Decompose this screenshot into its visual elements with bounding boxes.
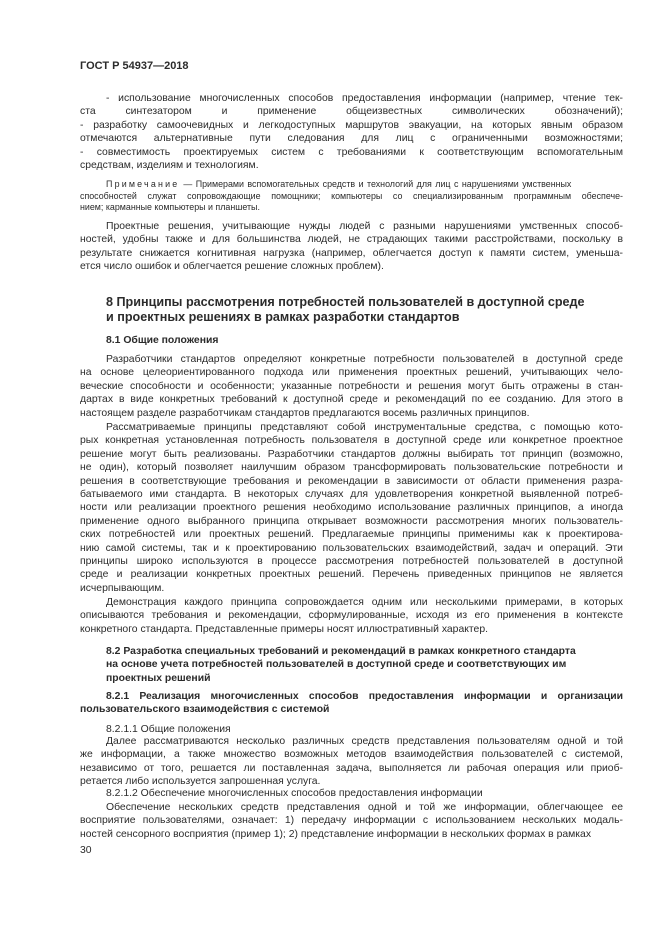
text-line: пользовательского взаимодействия с системой — [80, 704, 330, 716]
text-line: 8.2.1.2 Обеспечение многочисленных способов предоставления информации — [106, 788, 483, 799]
text-line: не один), который позволяет наилучшим образом трансформировать пользовательские потребности и — [80, 462, 623, 474]
text-line: дартах в виде конкретных требований к доступной среде и рекомендаций по ее созданию. Для этого в — [80, 394, 623, 406]
block-para — [80, 421, 623, 595]
text-line: средствам, изделиям и технологиям. — [80, 159, 259, 171]
text-line: исчерпывающим. — [80, 582, 165, 594]
text-line: решение могут быть реализованы. Разработчики стандартов должны выбирать тот принцип (возможно, — [80, 448, 623, 460]
text-line: описываются требования и рекомендации, сформулированные, исходя из его применения в контексте — [80, 610, 623, 622]
text-line: 8 Принципы рассмотрения потребностей пользователей в доступной среде — [106, 295, 585, 309]
block-list — [80, 92, 623, 172]
block-h — [80, 645, 623, 685]
block-sub — [80, 787, 623, 800]
note-text: — Примерами вспомогательных средств и технологий для лиц с нарушениями умственных — [183, 179, 572, 189]
text-line: на основе целеориентированного подхода или применения проектных решений, учитывающих чело- — [80, 367, 623, 379]
page-number: 30 — [80, 845, 92, 856]
text-line: ности или реализации проектного решения необходимо использование различных принципов, а иногда — [80, 502, 623, 514]
text-line: - разработку самоочевидных и легкодоступных маршрутов эвакуации, на которых явным образом — [80, 119, 623, 131]
text-line: конкретного стандарта. Представленные примеры носят иллюстративный характер. — [80, 623, 488, 635]
block-para — [80, 353, 623, 420]
text-line: Разработчики стандартов определяют конкретные потребности пользователей в доступной среде — [106, 354, 623, 365]
block-h — [80, 334, 623, 347]
text-line: и проектных решениях в рамках разработки стандартов — [106, 309, 460, 324]
text-line: результате снижается когнитивная нагрузка (например, облегчается доступ к памяти систем, уменьша- — [80, 247, 623, 259]
text-line: ностей, удобны также и для большинства людей, не страдающих такими расстройствами, поскольку в — [80, 234, 623, 246]
block-note — [80, 179, 623, 214]
block-para — [80, 735, 623, 789]
block-hj — [80, 690, 623, 717]
text-line: настоящем разделе разработчикам стандартов предлагаются восемь различных принципов. — [80, 407, 530, 419]
text-line: 8.2.1.1 Общие положения — [106, 724, 231, 735]
text-line: ется число ошибок и облегчается решение сложных проблем). — [80, 261, 384, 273]
text-line: Обеспечение нескольких средств представления одной и той же информации, облегчающее ее — [106, 802, 623, 813]
text-line: принципы широко используются в процессе рассмотрения потребностей пользователей в доступной — [80, 555, 623, 567]
text-line: Далее рассматриваются несколько различных средств представления пользователям одной и той — [106, 736, 623, 747]
document-header-code: ГОСТ Р 54937—2018 — [80, 60, 189, 72]
block-para — [80, 220, 623, 274]
text-line: же информации, а также множество возможных методов взаимодействия пользователей с системой, — [80, 749, 623, 761]
text-line: рых конкретная установленная потребность пользователя в доступной среде или конкретное проектное — [80, 435, 623, 447]
text-line: способностей служат сопровождающие помощники; компьютеры со специализированным программным обеспече- — [80, 190, 623, 201]
text-line: независимо от того, решается ли поставленная задача, выполняется ли рабочая операция или приоб- — [80, 762, 623, 774]
text-line: ских потребностей или проектных решений. Предлагаемые принципы применимы как к проектирова- — [80, 529, 623, 541]
text-line: на основе учета потребностей пользователей в доступной среде и соответствующих им — [106, 659, 567, 671]
block-h8 — [80, 295, 623, 324]
text-line: проектных решений — [106, 672, 211, 684]
text-line: 8.1 Общие положения — [106, 335, 219, 346]
text-line: Демонстрация каждого принципа сопровождается одним или несколькими примерами, в которых — [106, 597, 623, 608]
text-line: решения в соответствующие требования и рекомендации в зависимости от области применения разра- — [80, 475, 623, 487]
text-line: восприятие пользователями, означает: 1) передачу информации с использованием нескольких модаль- — [80, 815, 623, 827]
text-line: ретается либо используется запрошенная услуга. — [80, 776, 321, 788]
text-line: нию самой системы, так и к проектированию пользовательских взаимодействий, задач и операций. Эти — [80, 542, 623, 554]
text-line: отмечаются альтернативные пути следования для лиц с ограниченными возможностями; — [80, 133, 623, 145]
text-line: среде и реализации конкретных проектных решений. Перечень приведенных принципов не является — [80, 569, 623, 581]
text-line: применение одного выбранного принципа открывает возможности рассмотрения многих пользователь- — [80, 515, 623, 527]
text-line: Проектные решения, учитывающие нужды людей с разными нарушениями умственных способ- — [106, 221, 623, 232]
text-line: ностей сенсорного восприятия (пример 1); 2) представление информации в нескольких формах в рамках — [80, 828, 592, 840]
text-line — [80, 179, 623, 191]
text-line: Рассматриваемые принципы представляют собой инструментальные средства, с помощью кото- — [106, 422, 623, 433]
text-line: - использование многочисленных способов предоставления информации (например, чтение тек- — [106, 93, 623, 104]
note-label: Примечание — [106, 179, 180, 189]
text-line: ста синтезатором и применение общеизвестных символических обозначений); — [80, 106, 623, 118]
block-para — [80, 596, 623, 636]
text-line: - совместимость проектируемых систем с требованиями к соответствующим вспомогательным — [80, 146, 623, 158]
text-line: нием; карманные компьютеры и планшеты. — [80, 202, 260, 213]
text-line: 8.2 Разработка специальных требований и рекомендаций в рамках конкретного стандарта — [106, 646, 576, 657]
text-line: 8.2.1 Реализация многочисленных способов предоставления информации и организации — [106, 691, 623, 702]
text-line: батываемого ими стандарта. В некоторых случаях для удовлетворения конкретной выявленной потреб- — [80, 488, 623, 500]
text-line: веческие способности и особенности; указанные потребности и решения могут быть отражены в стан- — [80, 380, 623, 392]
block-para_cont — [80, 801, 623, 841]
